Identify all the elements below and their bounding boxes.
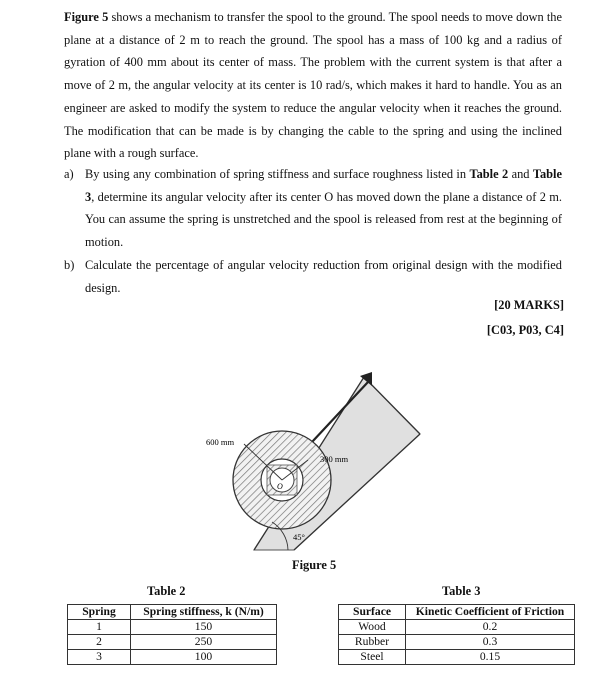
label-300mm: 300 mm: [320, 454, 349, 464]
figure-caption: Figure 5: [292, 558, 337, 572]
table3-caption: Table 3: [442, 584, 481, 598]
table3-header-friction: Kinetic Coefficient of Friction: [406, 605, 575, 620]
table2-ref: Table 2: [469, 167, 509, 181]
question-b: b) Calculate the percentage of angular velocity reduction from original design with the modified design.: [64, 254, 562, 299]
center-label-o: O: [277, 482, 283, 491]
figure-reference: Figure 5: [64, 10, 109, 24]
table2-caption: Table 2: [147, 584, 186, 598]
table3-header-surface: Surface: [339, 605, 406, 620]
problem-statement: [64, 6, 562, 165]
table-row: 2 250: [68, 635, 277, 650]
label-600mm: 600 mm: [206, 437, 235, 447]
marks-label: [20 MARKS]: [494, 298, 564, 312]
table3-friction: [338, 604, 575, 665]
table2-header-stiffness: Spring stiffness, k (N/m): [131, 605, 277, 620]
question-a: a) By using any combination of spring stiffness and surface roughness listed in Table 2 and Table 3, determine its angular velocity after its center O has moved down the plane a distance of 2 m. You can assume the spring is unstretched and the spool is released from rest at the beginning of motion.: [64, 163, 562, 254]
question-list: [64, 163, 562, 299]
table-row: 3 100: [68, 650, 277, 665]
table3-ref: Table 3: [85, 167, 562, 204]
table2-spring-stiffness: [67, 604, 277, 665]
angle-label: 45°: [293, 532, 305, 542]
table-row: Rubber 0.3: [339, 635, 575, 650]
outcomes-label: [C03, P03, C4]: [486, 323, 564, 337]
table-row: 1 150: [68, 620, 277, 635]
question-b-marker: b): [64, 257, 75, 272]
table-row: Wood 0.2: [339, 620, 575, 635]
table2-header-spring: Spring: [68, 605, 131, 620]
intro-text: shows a mechanism to transfer the spool to the ground. The spool needs to move down the plane at a distance of 2 m to reach the ground. The spool has a mass of 100 kg and a radius of gyration of 400 mm about its center of mass. The problem with the current system is that after a move of 2 m, the angular velocity at its center is 10 rad/s, which makes it hard to handle. You as an engineer are asked to modify the system to reduce the angular velocity when it reaches the ground. The modification that can be made is by changing the cable to the spring and using the inclined plane with a rough surface.: [64, 10, 563, 161]
question-a-marker: a): [64, 167, 74, 181]
spool-mechanism-figure: [196, 352, 422, 562]
table-row: Steel 0.15: [339, 650, 575, 665]
